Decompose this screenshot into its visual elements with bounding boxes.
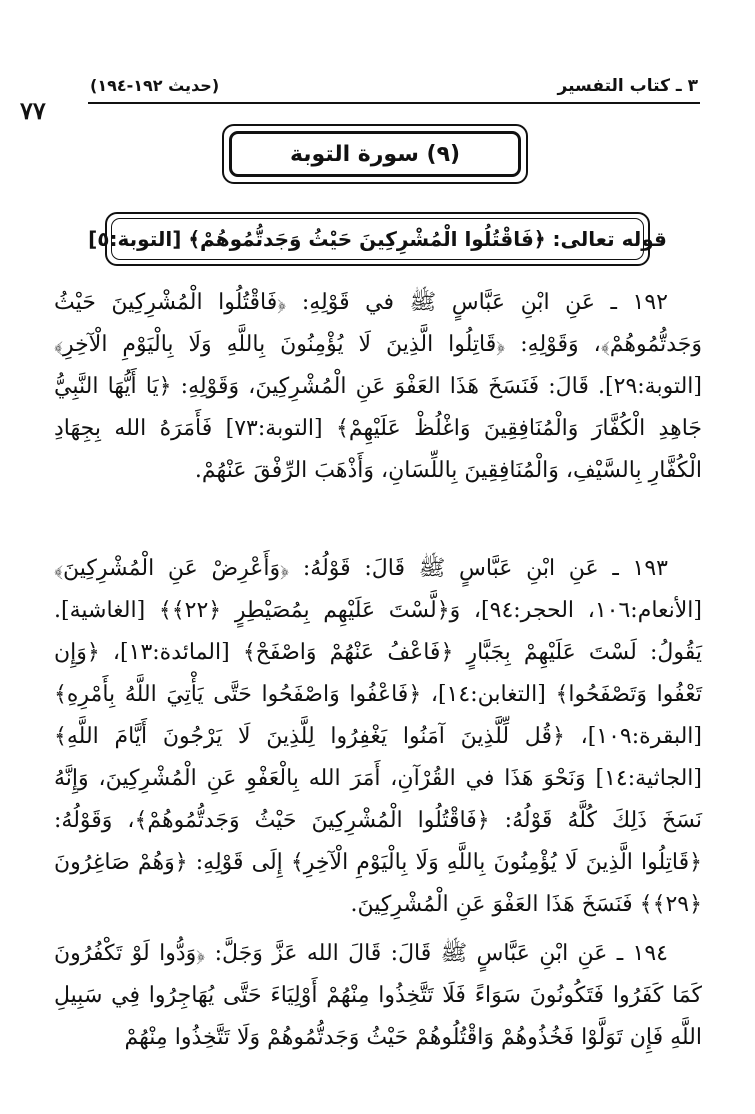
hadith-text: ١٩٣ ـ عَنِ ابْنِ عَبَّاسٍ ﷺ قَالَ: قَوْلُهُ: ﴿وَأَعْرِضْ عَنِ الْمُشْرِكِينَ﴾ [الأنعام:١٠٦، الحجر:٩٤]، وَ﴿لَّسْتَ عَلَيْهِم بِمُصَيْطِرٍ ﴿٢٢﴾﴾ [الغاشية]. يَقُولُ: لَسْتَ عَلَيْهِمْ بِجَبَّارٍ ﴿فَاعْفُ عَنْهُمْ وَاصْفَحْ﴾ [المائدة:١٣]، ﴿وَإِن تَعْفُوا وَتَصْفَحُوا﴾ [التغابن:١٤]، ﴿فَاعْفُوا وَاصْفَحُوا حَتَّى يَأْتِيَ اللَّهُ بِأَمْرِهِ﴾ [البقرة:١٠٩]، ﴿قُل لِّلَّذِينَ آمَنُوا يَغْفِرُوا لِلَّذِينَ لَا يَرْجُونَ أَيَّامَ اللَّهِ﴾ [الجاثية:١٤] وَنَحْوَ هَذَا في القُرْآنِ، أَمَرَ الله بِالْعَفْوِ عَنِ الْمُشْرِكِينَ، وَإِنَّهُ نَسَخَ ذَلِكَ كُلَّهُ قَوْلُهُ: ﴿فَاقْتُلُوا الْمُشْرِكِينَ حَيْثُ وَجَدتُّمُوهُمْ﴾، وَقَوْلُهُ: ﴿قَاتِلُوا الَّذِينَ لَا يُؤْمِنُونَ بِاللَّهِ وَلَا بِالْيَوْمِ الْآخِرِ﴾ إِلَى قَوْلِهِ: ﴿وَهُمْ صَاغِرُونَ ﴿٢٩﴾﴾ فَنَسَخَ هَذَا العَفْوَ عَنِ الْمُشْرِكِينَ.	[54, 556, 702, 917]
page-number: ٧٧	[20, 96, 46, 125]
hadith-193	[54, 548, 702, 926]
chapter-title: ٣ ـ كتاب التفسير	[557, 76, 698, 96]
hadith-text: ١٩٢ ـ عَنِ ابْنِ عَبَّاسٍ ﷺ في قَوْلِهِ: ﴿فَاقْتُلُوا الْمُشْرِكِينَ حَيْثُ وَجَدتُّمُوهُمْ﴾، وَقَوْلِهِ: ﴿قَاتِلُوا الَّذِينَ لَا يُؤْمِنُونَ بِاللَّهِ وَلَا بِالْيَوْمِ الْآخِرِ﴾ [التوبة:٢٩]. قَالَ: فَنَسَخَ هَذَا العَفْوَ عَنِ الْمُشْرِكِينَ، وَقَوْلِهِ: ﴿يَا أَيُّهَا النَّبِيُّ جَاهِدِ الْكُفَّارَ وَالْمُنَافِقِينَ وَاغْلُظْ عَلَيْهِمْ﴾ [التوبة:٧٣] فَأَمَرَهُ الله بِجِهَادِ الْكُفَّارِ بِالسَّيْفِ، وَالْمُنَافِقِينَ بِاللِّسَانِ، وَأَذْهَبَ الرِّفْقَ عَنْهُمْ.	[54, 290, 703, 483]
running-header	[90, 76, 698, 98]
surah-title-frame	[222, 124, 528, 184]
hadith-text: ١٩٤ ـ عَنِ ابْنِ عَبَّاسٍ ﷺ قَالَ: قَالَ الله عَزَّ وَجَلَّ: ﴿وَدُّوا لَوْ تَكْفُرُونَ كَمَا كَفَرُوا فَتَكُونُونَ سَوَاءً فَلَا تَتَّخِذُوا مِنْهُمْ أَوْلِيَاءَ حَتَّى يُهَاجِرُوا فِي سَبِيلِ اللَّهِ فَإِن تَوَلَّوْا فَخُذُوهُمْ وَاقْتُلُوهُمْ حَيْثُ وَجَدتُّمُوهُمْ وَلَا تَتَّخِذُوا مِنْهُمْ	[54, 941, 702, 1050]
verse-heading-frame	[88, 212, 667, 266]
header-divider	[88, 102, 700, 104]
hadith-194	[54, 933, 702, 1059]
hadith-range: (حديث ١٩٢-١٩٤)	[90, 76, 220, 95]
surah-title: (٩) سورة التوبة	[229, 131, 521, 177]
verse-heading: قوله تعالى: ﴿فَاقْتُلُوا الْمُشْرِكِينَ حَيْثُ وَجَدتُّمُوهُمْ﴾ [التوبة:٥]	[111, 218, 644, 260]
hadith-192	[54, 282, 702, 492]
